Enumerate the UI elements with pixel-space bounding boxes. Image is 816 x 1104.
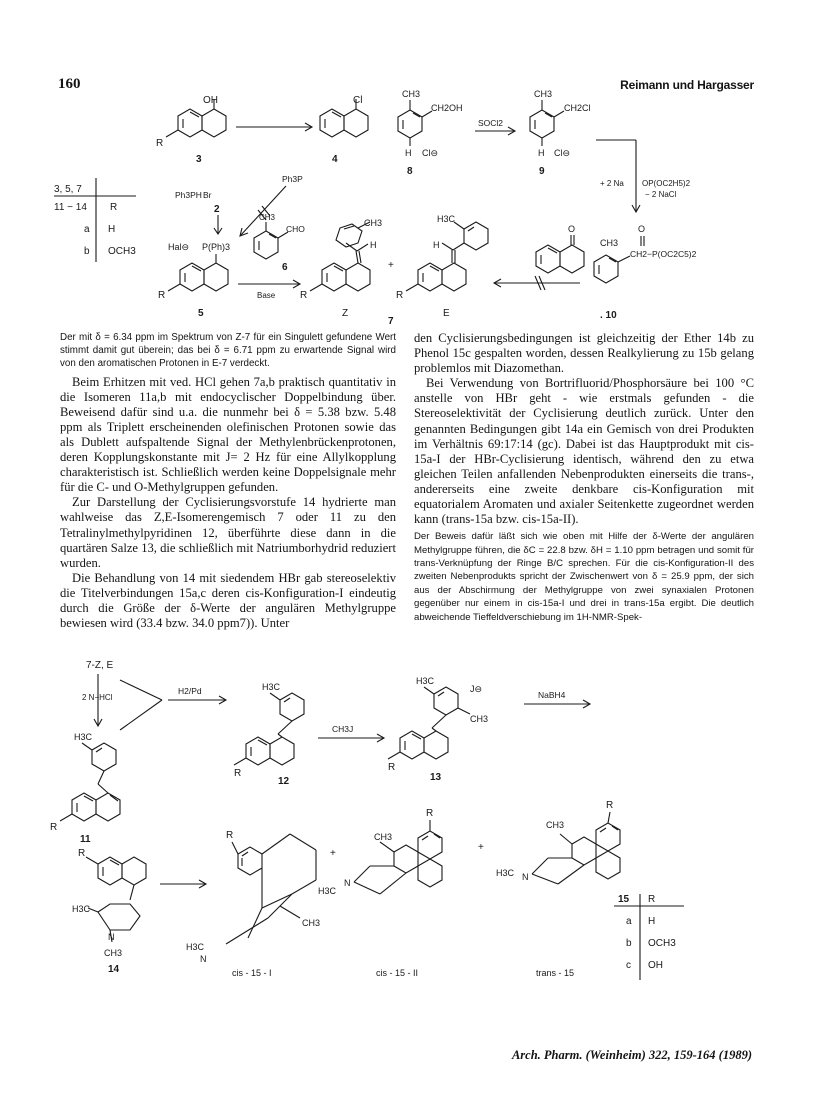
journal-footer: Arch. Pharm. (Weinheim) 322, 159-164 (1989) (511, 1048, 752, 1062)
e-isomer-label: E (443, 308, 450, 319)
paragraph-right-2: Bei Verwendung von Bortrifluorid/Phosphorsäure bei 100 °C anstelle von HBr geht - wie erstmals gefunden - die Stereoselektivität der Cyclisierung deutlich zurück. Unter den genannten Bedingungen gibt 14a ein Gemisch von drei Produkten im Verhältnis 69:17:14 (gc). Dabei ist das Hauptprodukt mit cis-15a-I der HBr-Cyclisierung identisch, während den zu etwa gleichen Teilen anfallenden Nebenprodukten einerseits die trans-, andererseits eine zweite denkbare cis-Konfiguration mit equatorialem Aromaten und axialer Seitenkette zugeordnet werden kann (trans-15a bzw. cis-15a-II). (414, 376, 754, 527)
cpd8-label: 8 (407, 166, 413, 177)
cpd5-pph3: P(Ph)3 (202, 242, 231, 252)
paragraph-right-1: den Cyclisierungsbedingungen ist gleichzeitig der Ether 14b zu Phenol 15c gespalten worden, dessen Realkylierung zu 15b gelang problemlos mit Diazomethan. (414, 331, 754, 376)
p1-r: R (226, 830, 234, 841)
ph3p-text: Ph3P (282, 174, 303, 184)
cpd4-label: 4 (332, 154, 338, 165)
cpd9-ch2cl-text: CH2Cl (564, 103, 591, 113)
cpd13-ch3: CH3 (470, 714, 489, 724)
z-isomer-label: Z (342, 308, 349, 319)
product-cis-15-ii-label: cis - 15 - II (376, 968, 419, 978)
page-number: 160 (58, 76, 81, 92)
cpd9-cl-text: Cl⊖ (554, 148, 571, 158)
cpd8-ch2oh-text: CH2OH (431, 103, 463, 113)
nabh4-reagent: NaBH4 (538, 690, 566, 700)
product-cis-15-i-label: cis - 15 - I (232, 968, 272, 978)
cpd5-label: 5 (198, 308, 204, 319)
cpd14-label: 14 (108, 964, 120, 975)
p2-r: R (426, 808, 434, 819)
h2pd-reagent: H2/Pd (178, 686, 202, 696)
cpd9-label: 9 (539, 166, 545, 177)
cpd14-n: N (108, 932, 115, 942)
z7-ch3: CH3 (364, 218, 383, 228)
cpd4-cl-text: Cl (353, 95, 363, 106)
paragraph-left-1: Beim Erhitzen mit ved. HCl gehen 7a,b praktisch quantitativ in die Isomeren 11a,b mit endocyclischer Doppelbindung über. Beweisend dafür sind u.a. die nunmehr bei δ = 5.38 bzw. 5.48 ppm als Triplett erscheinenden olefinischen Protonen sowie das als Dublett aufspaltende Signal der Methylenbrückenprotonen, deren Kopplungskonstante mit J= 2 Hz für eine Allylkopplung charakteristisch ist. Schließlich werden keine Doppelsignale mehr für die C- und O-Methylgruppen gefunden. (60, 374, 396, 495)
p2-n: N (344, 878, 351, 888)
reagent-phosphite: OP(OC2H5)2 (642, 179, 691, 188)
e7-r: R (396, 290, 404, 301)
z7-r: R (300, 290, 308, 301)
table15-r: R (648, 894, 656, 905)
cpd3-label: 3 (196, 154, 202, 165)
hcl-reagent: 2 N−HCl (82, 693, 113, 702)
p3-h3c: H3C (496, 868, 515, 878)
z7-h: H (370, 240, 377, 250)
cpd11-r: R (50, 822, 58, 833)
e7-h3c: H3C (437, 214, 456, 224)
table15-row-c: c (626, 960, 631, 971)
p3-n: N (522, 872, 529, 882)
cpd2-br: Br (203, 190, 212, 200)
table-row-b-val: OCH3 (108, 246, 136, 257)
cpd9-ch3-text: CH3 (534, 89, 553, 99)
e7-h: H (433, 240, 440, 250)
cpd13-j: J⊖ (470, 684, 483, 694)
cpd14-h3c: H3C (72, 904, 91, 914)
cpd12-r: R (234, 768, 242, 779)
table-top-cols: 3, 5, 7 (54, 184, 82, 195)
cpd2-label: 2 (214, 204, 220, 215)
table-top-cols2: 11 − 14 (54, 202, 87, 213)
table15-row-b-val: OCH3 (648, 938, 676, 949)
plus-2: + (478, 842, 484, 853)
p1-h3c: H3C (186, 942, 205, 952)
cpd12-label: 12 (278, 776, 290, 787)
table-row-a: a (84, 224, 90, 235)
p1-n: N (200, 954, 207, 964)
cpd6-label: 6 (282, 262, 288, 273)
cpd5-r: R (158, 290, 166, 301)
cpd14-ch3: CH3 (104, 948, 123, 958)
product-trans-15-label: trans - 15 (536, 968, 575, 978)
reaction-scheme-bottom (0, 650, 816, 1050)
cpd3-r-text: R (156, 138, 164, 149)
table15-label: 15 (618, 894, 630, 905)
table-row-b: b (84, 246, 90, 257)
cpd8-cl-text: Cl⊖ (422, 148, 439, 158)
text-column-left (60, 331, 396, 631)
socl2-reagent: SOCl2 (478, 118, 504, 128)
cpd6-cho: CHO (286, 224, 305, 234)
cpd10-o: O (638, 224, 646, 234)
p1-ch3: CH3 (302, 918, 321, 928)
p3-r: R (606, 800, 614, 811)
p2-h3c: H3C (318, 886, 337, 896)
ch3j-reagent: CH3J (332, 724, 354, 734)
cpd11-label: 11 (80, 834, 91, 845)
running-head: Reimann und Hargasser (620, 78, 754, 92)
table15-row-a: a (626, 916, 632, 927)
cpd2-reagent: Ph3PH (175, 190, 202, 200)
table-row-a-val: H (108, 224, 116, 235)
cpd11-h3c: H3C (74, 732, 93, 742)
reagent-nacl: − 2 NaCl (645, 190, 677, 199)
cpd10-phosphonate: CH2−P(OC2C5)2 (630, 249, 697, 259)
cpd13-label: 13 (430, 772, 442, 783)
reaction-scheme-top (0, 0, 816, 330)
caption-left: Der mit δ = 6.34 ppm im Spektrum von Z-7 für ein Singulett gefundene Wert stimmt damit gut überein; das bei δ = 6.71 ppm zu erwartende Signal wird von den aromatischen Protonen in E-7 verdeckt. (60, 332, 396, 370)
cpd10-ch3: CH3 (600, 238, 619, 248)
paragraph-left-3: Die Behandlung von 14 mit siedendem HBr gab stereoselektiv die Titelverbindungen 15a,c deren cis-Konfiguration-I eindeutig durch die Größe der δ-Werte der angulären Methylgruppe bewiesen wird (33.4 bzw. 34.0 ppm7)). Unter (60, 570, 396, 631)
p2-ch3: CH3 (374, 832, 393, 842)
cpd6-ch3: CH3 (259, 213, 276, 222)
cpd7-label: 7 (388, 316, 394, 327)
note-right: Der Beweis dafür läßt sich wie oben mit Hilfe der δ-Werte der angulären Methylgruppe führen, die δC = 22.8 bzw. δH = 1.10 ppm betragen und somit für trans-Verknüpfung der Ringe B/C sprechen. Für die cis-Konfiguration-II des zweiten Nebenprodukts spricht der Zwischenwert von δ = 25.9 ppm, der sich aus der Abschirmung der Methylgruppe von zwei synaxialen Protonen gegenüber nur einem in cis-15a-I und drei in trans-15a ergibt. Die deutlich abweichende Tieffeldverschiebung im 1H-NMR-Spek- (414, 531, 754, 623)
table-top-r: R (110, 202, 118, 213)
table15-row-c-val: OH (648, 960, 663, 971)
cpd13-r: R (388, 762, 396, 773)
tetralone-o: O (568, 224, 576, 234)
table15-row-a-val: H (648, 916, 656, 927)
base-reagent: Base (257, 291, 276, 300)
cpd13-h3c: H3C (416, 676, 435, 686)
cpd5-hal: Hal⊖ (168, 242, 190, 252)
cpd14-r: R (78, 848, 86, 859)
plus-1: + (330, 848, 336, 859)
paragraph-left-2: Zur Darstellung der Cyclisierungsvorstufe 14 hydrierte man wahlweise das Z,E-Isomerengemisch 7 oder 11 zu den Tetralinylmethylpyridinen 12, überführte diese dann in die quartären Salze 13, die schließlich mit Natriumborhydrid reduziert wurden. (60, 495, 396, 570)
table15-row-b: b (626, 938, 632, 949)
cpd8-h-text: H (405, 148, 412, 158)
reagent-na: + 2 Na (600, 179, 624, 188)
cpd3-oh-text: OH (203, 95, 218, 106)
plus-sign: + (388, 260, 394, 271)
cpd9-h-text: H (538, 148, 545, 158)
cpd8-ch3-text: CH3 (402, 89, 421, 99)
start-7ze: 7-Z, E (86, 660, 114, 671)
cpd12-h3c: H3C (262, 682, 281, 692)
text-column-right (414, 331, 754, 624)
p3-ch3: CH3 (546, 820, 565, 830)
cpd10-label: . 10 (600, 310, 617, 321)
